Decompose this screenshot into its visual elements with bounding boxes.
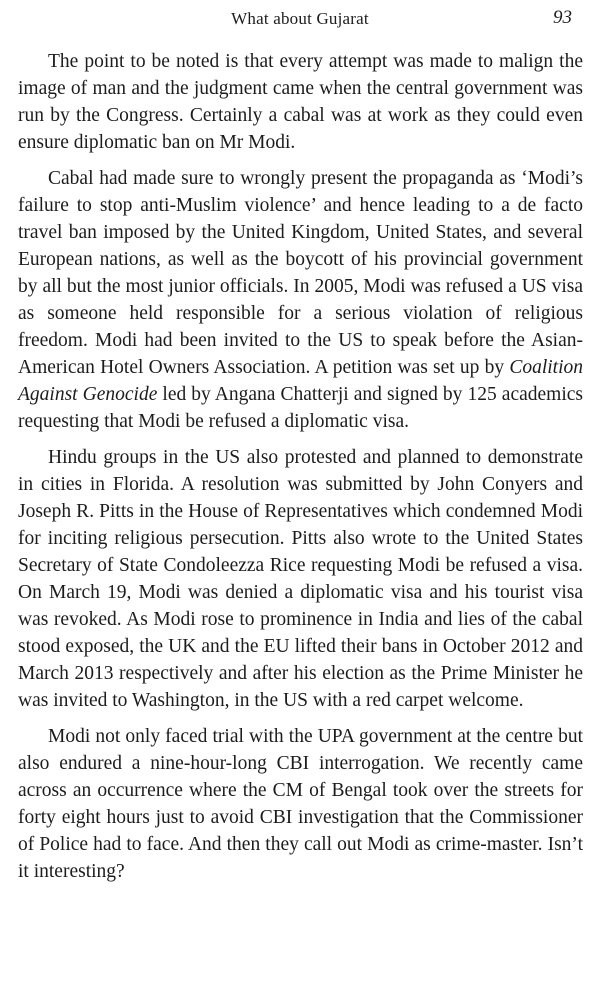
paragraph-2 — [18, 165, 583, 435]
body-text — [18, 48, 583, 885]
paragraph-3: Hindu groups in the US also protested and planned to demonstrate in cities in Florida. A resolution was submitted by John Conyers and Joseph R. Pitts in the House of Representatives which condemned Modi for inciting religious persecution. Pitts also wrote to the United States Secretary of State Condoleezza Rice requesting Modi be refused a visa. On March 19, Modi was denied a diplomatic visa and his tourist visa was revoked. As Modi rose to prominence in India and lies of the cabal stood exposed, the UK and the EU lifted their bans in October 2012 and March 2013 respectively and after his election as the Prime Minister he was invited to Washington, in the US with a red carpet welcome. — [18, 447, 583, 711]
paragraph-2-text-after: led by Angana Chatterji and signed by 125 academics requesting that Modi be refused a diplomatic visa. — [18, 384, 583, 432]
running-head — [0, 5, 600, 35]
page-number: 93 — [553, 7, 572, 28]
paragraph-1: The point to be noted is that every attempt was made to malign the image of man and the judgment came when the central government was run by the Congress. Certainly a cabal was at work as they could even ensure diplomatic ban on Mr Modi. — [18, 51, 583, 153]
running-title: What about Gujarat — [231, 9, 369, 28]
paragraph-4: Modi not only faced trial with the UPA government at the centre but also endured a nine-hour-long CBI interrogation. We recently came across an occurrence where the CM of Bengal took over the streets for forty eight hours just to avoid CBI investigation that the Commissioner of Police had to face. And then they call out Modi as crime-master. Isn’t it interesting? — [18, 726, 583, 882]
paragraph-2-text-before: Cabal had made sure to wrongly present the propaganda as ‘Modi’s failure to stop anti-Muslim violence’ and hence leading to a de facto travel ban imposed by the United Kingdom, United States, and several European nations, as well as the boycott of his provincial government by all but the most junior officials. In 2005, Modi was refused a US visa as someone held responsible for a serious violation of religious freedom. Modi had been invited to the US to speak before the Asian-American Hotel Owners Association. A petition was set up by — [18, 168, 583, 378]
paragraph-2-italic-title: Coalition Against Genocide — [18, 357, 583, 405]
